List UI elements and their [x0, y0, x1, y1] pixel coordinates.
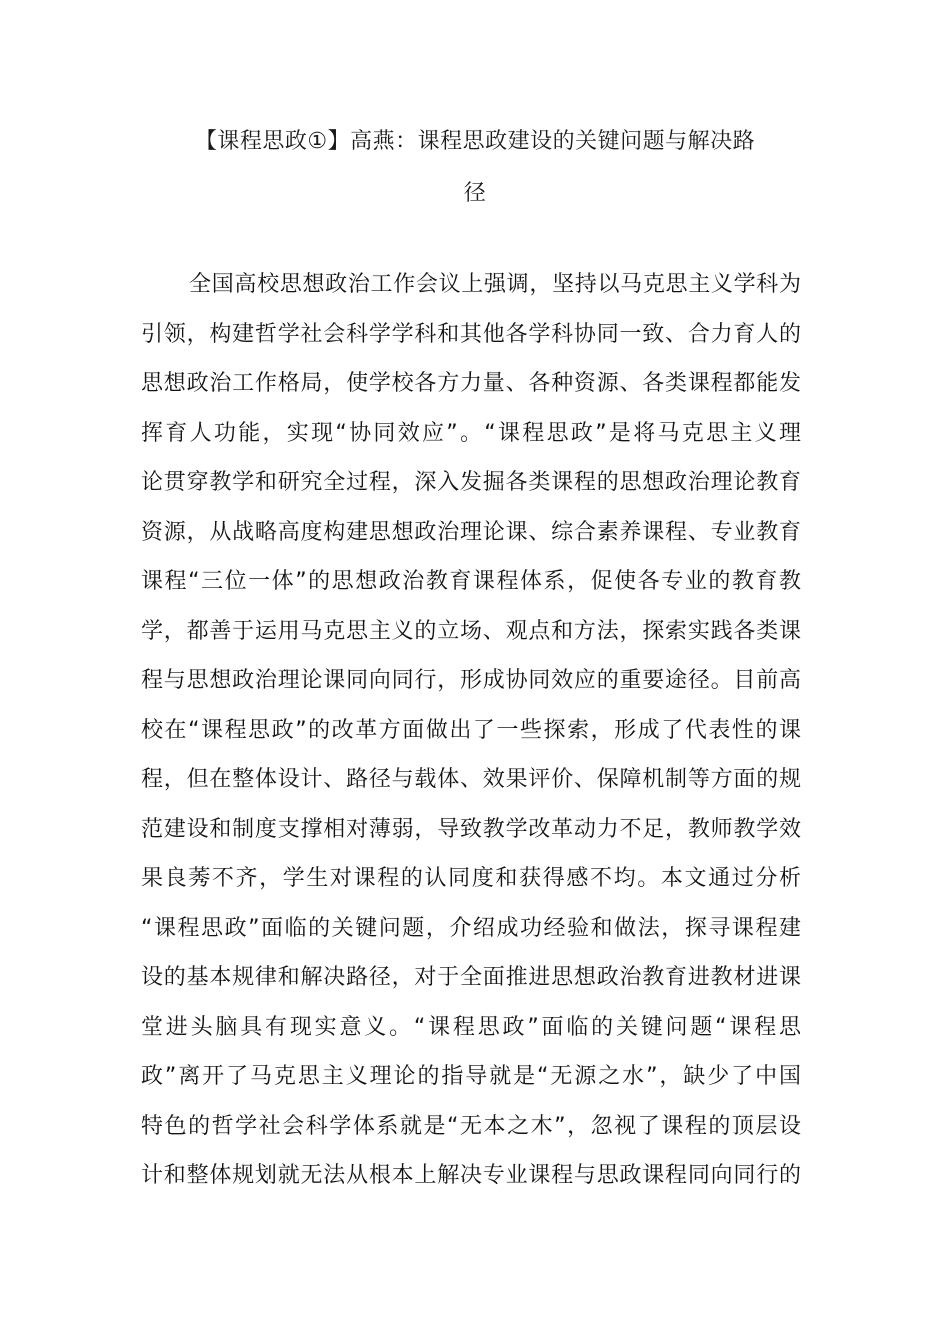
paragraph-line: 挥育人功能，实现“协同效应”。“课程思政”是将马克思主义理 [141, 420, 801, 446]
document-title-continued: 径 [463, 181, 487, 206]
body-paragraph [141, 260, 801, 1201]
paragraph-line: 特色的哲学社会科学体系就是“无本之木”，忽视了课程的顶层设 [141, 1113, 801, 1139]
paragraph-line: “课程思政”面临的关键问题，介绍成功经验和做法，探寻课程建 [141, 915, 801, 941]
paragraph-line: 程与思想政治理论课同向同行，形成协同效应的重要途径。目前高 [141, 668, 801, 693]
paragraph-line: 政”离开了马克思主义理论的指导就是“无源之水”，缺少了中国 [141, 1064, 801, 1089]
paragraph-line: 校在“课程思政”的改革方面做出了一些探索，形成了代表性的课 [141, 717, 801, 743]
paragraph-line: 学，都善于运用马克思主义的立场、观点和方法，探索实践各类课 [141, 618, 801, 644]
paragraph-line: 果良莠不齐，学生对课程的认同度和获得感不均。本文通过分析 [141, 866, 801, 891]
paragraph-line: 思想政治工作格局，使学校各方力量、各种资源、各类课程都能发 [141, 371, 801, 396]
paragraph-line: 程，但在整体设计、路径与载体、效果评价、保障机制等方面的规 [141, 767, 801, 792]
paragraph-line: 范建设和制度支撑相对薄弱，导致教学改革动力不足，教师教学效 [141, 816, 801, 842]
document-title: 【课程思政①】高燕：课程思政建设的关键问题与解决路 [194, 129, 756, 154]
paragraph-line: 资源，从战略高度构建思想政治理论课、综合素养课程、专业教育 [141, 519, 801, 545]
paragraph-line: 全国高校思想政治工作会议上强调，坚持以马克思主义学科为 [189, 272, 801, 297]
paragraph-line: 设的基本规律和解决路径，对于全面推进思想政治教育进教材进课 [141, 965, 801, 990]
paragraph-line: 计和整体规划就无法从根本上解决专业课程与思政课程同向同行的 [141, 1163, 801, 1188]
paragraph-line: 论贯穿教学和研究全过程，深入发掘各类课程的思想政治理论教育 [141, 470, 801, 495]
paragraph-line: 堂进头脑具有现实意义。“课程思政”面临的关键问题“课程思 [141, 1014, 801, 1040]
paragraph-line: 引领，构建哲学社会科学学科和其他各学科协同一致、合力育人的 [141, 321, 801, 347]
paragraph-line: 课程“三位一体”的思想政治教育课程体系，促使各专业的教育教 [141, 569, 801, 594]
